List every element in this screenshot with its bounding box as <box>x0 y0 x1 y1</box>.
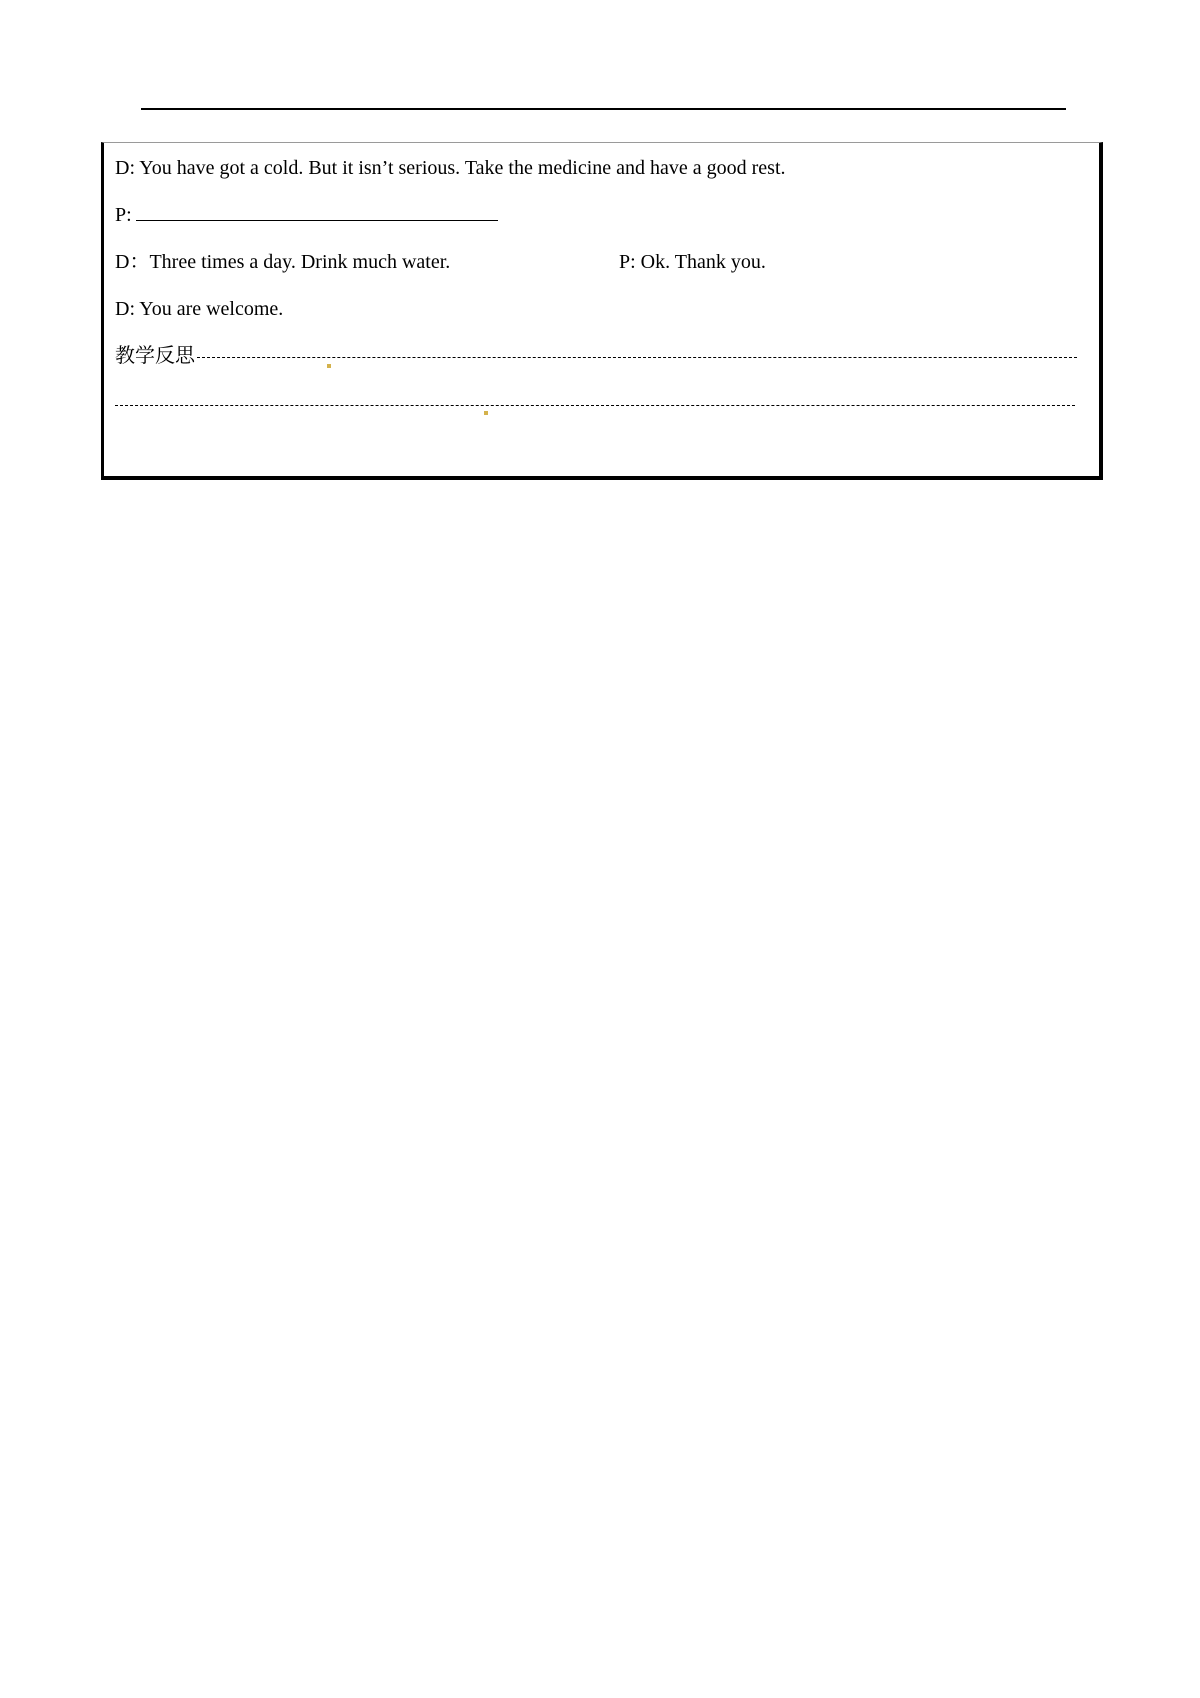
dialogue-box <box>101 142 1103 480</box>
reflection-row <box>115 343 1077 369</box>
dialogue-line-patient-blank <box>115 202 498 228</box>
patient-label: P: <box>115 204 132 226</box>
header-rule <box>141 108 1066 110</box>
edit-mark <box>484 411 488 415</box>
dialogue-line-doctor-instructions: D：Three times a day. Drink much water. <box>115 251 451 273</box>
reflection-dash-line[interactable] <box>197 357 1077 358</box>
edit-mark <box>327 364 331 368</box>
answer-blank[interactable] <box>136 202 498 221</box>
reflection-dash-line-2[interactable] <box>115 405 1075 406</box>
dialogue-line-doctor-welcome: D: You are welcome. <box>115 298 284 320</box>
dialogue-line-patient-thanks: P: Ok. Thank you. <box>619 251 766 273</box>
dialogue-line-doctor-diagnosis: D: You have got a cold. But it isn’t serious. Take the medicine and have a good rest. <box>115 157 786 179</box>
reflection-row-2 <box>115 391 1075 417</box>
reflection-label: 教学反思 <box>115 345 195 367</box>
